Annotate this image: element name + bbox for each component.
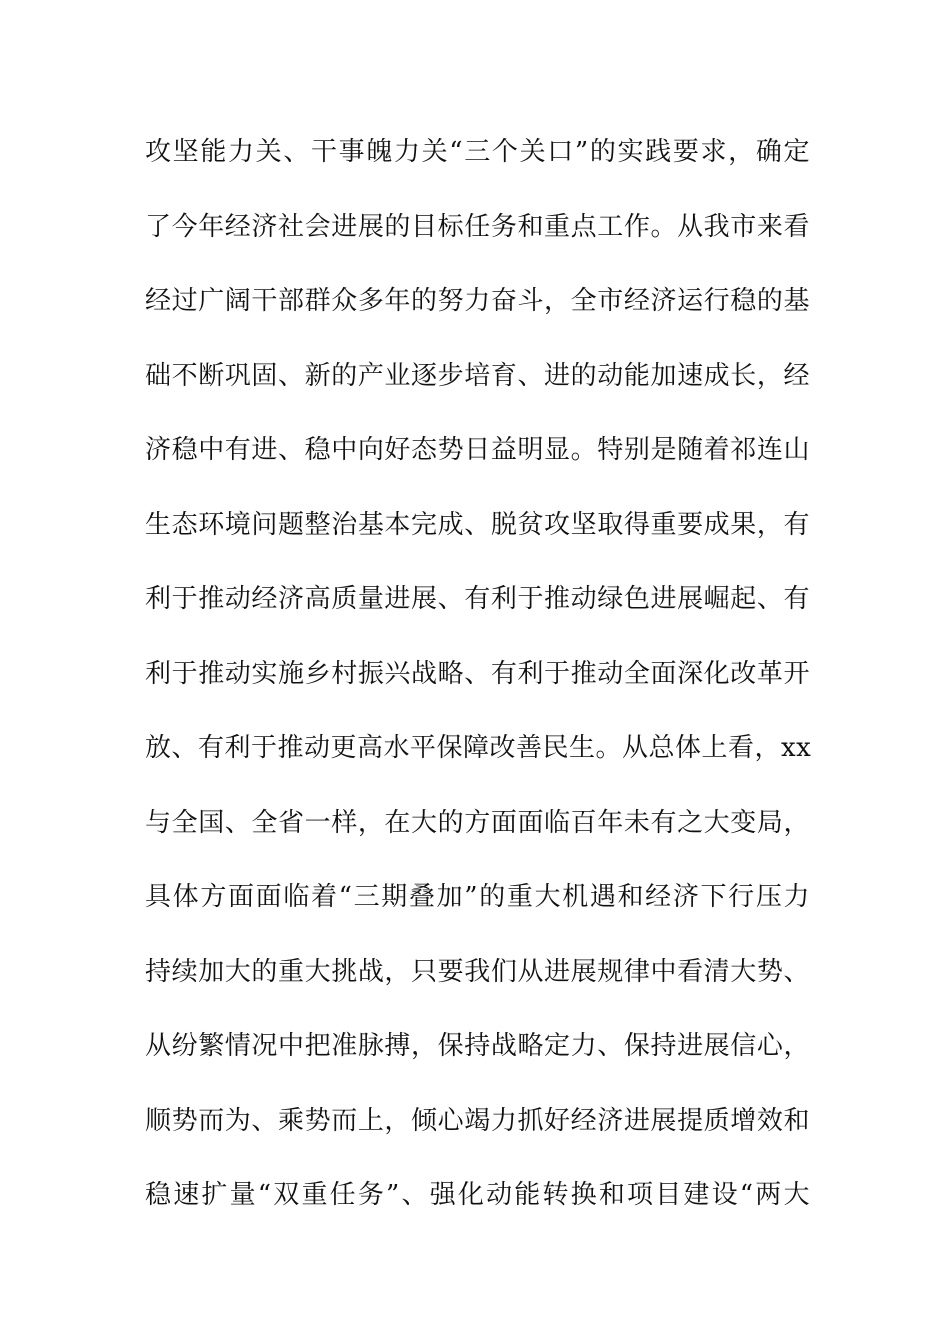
text-line-13: 从纷繁情况中把准脉搏，保持战略定力、保持进展信心， [145, 1031, 810, 1061]
text-line-6: 生态环境问题整治基本完成、脱贫攻坚取得重要成果，有 [145, 509, 810, 540]
text-line-2: 了今年经济社会进展的目标任务和重点工作。从我市来看 [145, 211, 810, 242]
text-line-5: 济稳中有进、稳中向好态势日益明显。特别是随着祁连山 [145, 435, 810, 465]
text-line-10: 与全国、全省一样，在大的方面面临百年未有之大变局， [145, 807, 810, 838]
text-line-4: 础不断巩固、新的产业逐步培育、进的动能加速成长，经 [145, 360, 810, 391]
text-line-7: 利于推动经济高质量进展、有利于推动绿色进展崛起、有 [145, 584, 810, 614]
document-body [145, 127, 810, 1245]
text-line-3: 经过广阔干部群众多年的努力奋斗，全市经济运行稳的基 [145, 286, 810, 316]
text-line-14: 顺势而为、乘势而上，倾心竭力抓好经济进展提质增效和 [145, 1105, 810, 1136]
text-line-11: 具体方面面临着“三期叠加”的重大机遇和经济下行压力 [145, 882, 810, 912]
text-line-12: 持续加大的重大挑战，只要我们从进展规律中看清大势、 [145, 956, 810, 987]
text-line-1: 攻坚能力关、干事魄力关“三个关口”的实践要求，确定 [145, 137, 810, 167]
text-line-15: 稳速扩量“双重任务”、强化动能转换和项目建设“两大 [145, 1180, 810, 1210]
text-line-9: 放、有利于推动更高水平保障改善民生。从总体上看，xx [145, 733, 812, 763]
text-line-8: 利于推动实施乡村振兴战略、有利于推动全面深化改革开 [145, 658, 810, 689]
